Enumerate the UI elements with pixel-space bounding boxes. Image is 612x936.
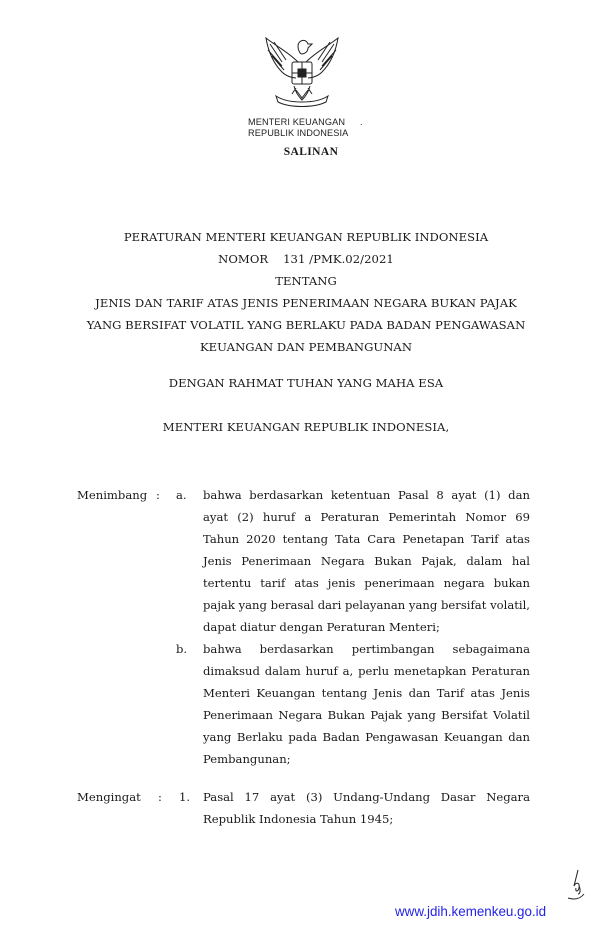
text-line: Pasal 17 ayat (3) Undang-Undang Dasar Negara [203, 790, 530, 804]
stray-mark: . [360, 117, 363, 127]
subject-line-3: KEUANGAN DAN PEMBANGUNAN [199, 340, 413, 354]
jdih-website-link[interactable]: www.jdih.kemenkeu.go.id [395, 904, 547, 919]
invocation: DENGAN RAHMAT TUHAN YANG MAHA ESA [168, 376, 444, 390]
text-line: yang Berlaku pada Badan Pengawasan Keuangan dan [203, 730, 530, 744]
issuing-authority: MENTERI KEUANGAN REPUBLIK INDONESIA, [162, 420, 450, 434]
mengingat-colon: : [158, 790, 162, 804]
text-line: ayat (2) huruf a Peraturan Pemerintah Nomor 69 [203, 510, 530, 524]
regulation-title: PERATURAN MENTERI KEUANGAN REPUBLIK INDONESIA [123, 230, 489, 244]
regulation-number: NOMOR 131 /PMK.02/2021 [218, 252, 394, 266]
subject-line-1: JENIS DAN TARIF ATAS JENIS PENERIMAAN NEGARA BUKAN PAJAK [95, 296, 517, 310]
item-marker-b: b. [176, 642, 188, 656]
text-line: pajak yang berasal dari pelayanan yang bersifat volatil, [203, 598, 530, 612]
text-line: Pembangunan; [203, 752, 291, 766]
text-line: tertentu tarif atas jenis penerimaan negara bukan [203, 576, 530, 590]
text-line: Menteri Keuangan tentang Jenis dan Tarif atas Jenis [203, 686, 530, 700]
garuda-emblem-icon [262, 32, 342, 114]
about-label: TENTANG [275, 274, 337, 288]
paraf-signature-icon [566, 868, 588, 902]
text-line: Jenis Penerimaan Negara Bukan Pajak, dalam hal [203, 554, 530, 568]
menimbang-label: Menimbang [77, 488, 148, 502]
copy-stamp: SALINAN [283, 146, 339, 158]
mengingat-label: Mengingat [77, 790, 141, 804]
text-line: Tahun 2020 tentang Tata Cara Penetapan Tarif atas [203, 532, 530, 546]
ministry-name: MENTERI KEUANGAN [248, 117, 346, 127]
item-marker-a: a. [176, 488, 187, 502]
menimbang-colon: : [156, 488, 160, 502]
text-line: dimaksud dalam huruf a, perlu menetapkan Peraturan [203, 664, 530, 678]
text-line: bahwa berdasarkan pertimbangan sebagaimana [203, 642, 530, 656]
text-line: Penerimaan Negara Bukan Pajak yang Bersifat Volatil [203, 708, 530, 722]
text-line: Republik Indonesia Tahun 1945; [203, 812, 394, 826]
text-line: dapat diatur dengan Peraturan Menteri; [203, 620, 440, 634]
subject-line-2: YANG BERSIFAT VOLATIL YANG BERLAKU PADA BADAN PENGAWASAN [86, 318, 526, 332]
text-line: bahwa berdasarkan ketentuan Pasal 8 ayat (1) dan [203, 488, 530, 502]
item-marker-1: 1. [179, 790, 191, 804]
country-name: REPUBLIK INDONESIA [248, 128, 349, 138]
ministry-header [248, 117, 363, 139]
